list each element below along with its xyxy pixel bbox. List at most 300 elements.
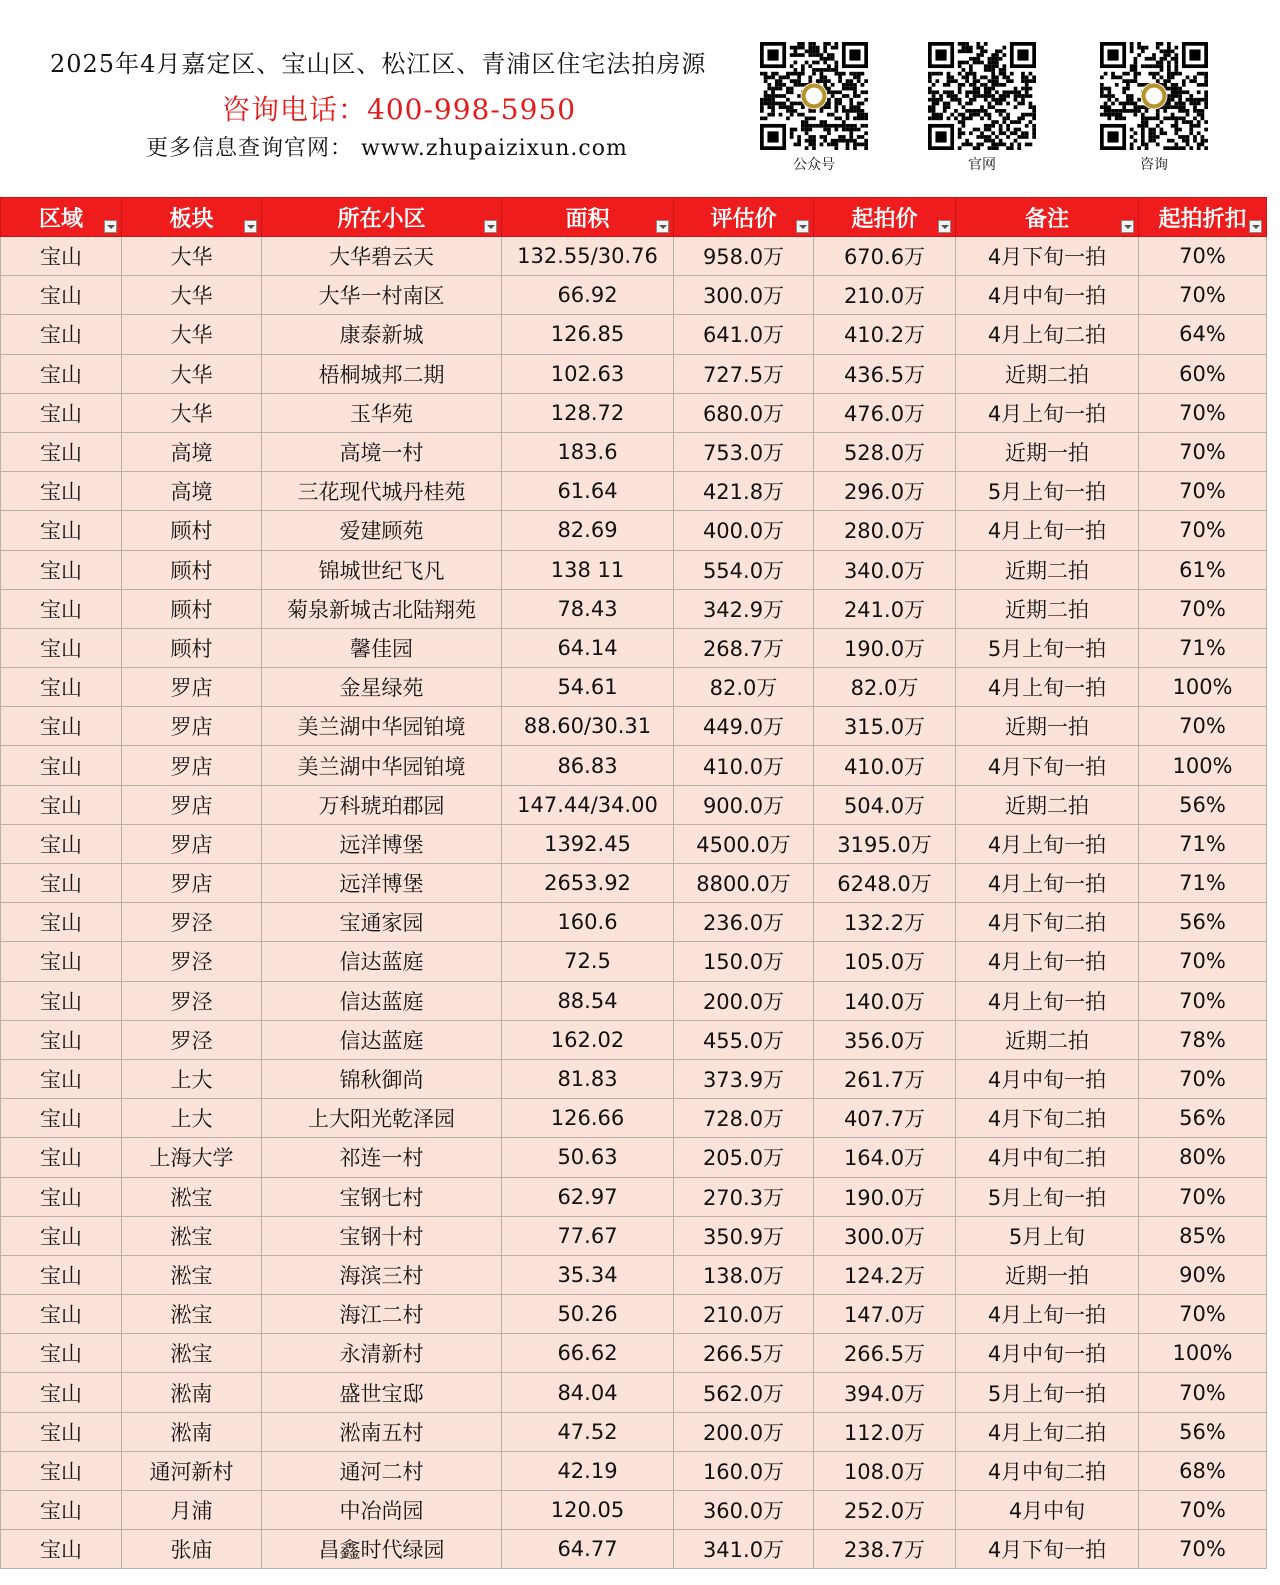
table-cell[interactable]: 86.83 bbox=[502, 746, 674, 785]
table-row[interactable] bbox=[1, 1530, 1267, 1569]
filter-dropdown-icon[interactable] bbox=[1249, 220, 1262, 233]
table-cell[interactable]: 4月上旬二拍 bbox=[956, 1412, 1139, 1451]
table-cell[interactable]: 90% bbox=[1139, 1255, 1267, 1294]
table-cell[interactable]: 70% bbox=[1139, 237, 1267, 276]
table-cell[interactable]: 56% bbox=[1139, 785, 1267, 824]
column-header[interactable]: 所在小区 bbox=[262, 198, 502, 237]
table-cell[interactable]: 宝山 bbox=[1, 1216, 122, 1255]
table-cell[interactable]: 宝山 bbox=[1, 472, 122, 511]
table-cell[interactable]: 100% bbox=[1139, 746, 1267, 785]
table-cell[interactable]: 78% bbox=[1139, 1020, 1267, 1059]
table-cell[interactable]: 62.97 bbox=[502, 1177, 674, 1216]
table-cell[interactable]: 高境 bbox=[122, 472, 262, 511]
table-cell[interactable]: 70% bbox=[1139, 1373, 1267, 1412]
table-cell[interactable]: 近期一拍 bbox=[956, 432, 1139, 471]
table-cell[interactable]: 50.26 bbox=[502, 1295, 674, 1334]
filter-dropdown-icon[interactable] bbox=[656, 220, 669, 233]
table-cell[interactable]: 300.0万 bbox=[674, 276, 814, 315]
table-cell[interactable]: 大华 bbox=[122, 315, 262, 354]
table-cell[interactable]: 宝山 bbox=[1, 589, 122, 628]
table-cell[interactable]: 5月上旬 bbox=[956, 1216, 1139, 1255]
table-cell[interactable]: 宝山 bbox=[1, 1295, 122, 1334]
table-cell[interactable]: 436.5万 bbox=[814, 354, 956, 393]
table-cell[interactable]: 宝山 bbox=[1, 1020, 122, 1059]
table-row[interactable] bbox=[1, 1295, 1267, 1334]
table-row[interactable] bbox=[1, 393, 1267, 432]
table-cell[interactable]: 宝山 bbox=[1, 1177, 122, 1216]
table-cell[interactable]: 通河新村 bbox=[122, 1451, 262, 1490]
table-cell[interactable]: 宝山 bbox=[1, 354, 122, 393]
column-header[interactable]: 板块 bbox=[122, 198, 262, 237]
table-cell[interactable]: 112.0万 bbox=[814, 1412, 956, 1451]
table-cell[interactable]: 5月上旬一拍 bbox=[956, 1177, 1139, 1216]
table-cell[interactable]: 近期二拍 bbox=[956, 589, 1139, 628]
table-cell[interactable]: 47.52 bbox=[502, 1412, 674, 1451]
table-cell[interactable]: 淞宝 bbox=[122, 1255, 262, 1294]
table-cell[interactable]: 50.63 bbox=[502, 1138, 674, 1177]
table-cell[interactable]: 356.0万 bbox=[814, 1020, 956, 1059]
filter-dropdown-icon[interactable] bbox=[1121, 220, 1134, 233]
table-cell[interactable]: 4月上旬一拍 bbox=[956, 824, 1139, 863]
table-cell[interactable]: 78.43 bbox=[502, 589, 674, 628]
table-row[interactable] bbox=[1, 1255, 1267, 1294]
table-cell[interactable]: 4月中旬二拍 bbox=[956, 1138, 1139, 1177]
table-cell[interactable]: 4月中旬一拍 bbox=[956, 1334, 1139, 1373]
table-cell[interactable]: 宝山 bbox=[1, 1255, 122, 1294]
table-cell[interactable]: 210.0万 bbox=[674, 1295, 814, 1334]
table-row[interactable] bbox=[1, 981, 1267, 1020]
table-cell[interactable]: 641.0万 bbox=[674, 315, 814, 354]
table-cell[interactable]: 70% bbox=[1139, 1177, 1267, 1216]
table-cell[interactable]: 280.0万 bbox=[814, 511, 956, 550]
table-row[interactable] bbox=[1, 550, 1267, 589]
table-cell[interactable]: 罗泾 bbox=[122, 942, 262, 981]
table-cell[interactable]: 407.7万 bbox=[814, 1099, 956, 1138]
table-cell[interactable]: 210.0万 bbox=[814, 276, 956, 315]
table-cell[interactable]: 400.0万 bbox=[674, 511, 814, 550]
table-cell[interactable]: 4月上旬一拍 bbox=[956, 981, 1139, 1020]
table-cell[interactable]: 海滨三村 bbox=[262, 1255, 502, 1294]
table-cell[interactable]: 70% bbox=[1139, 276, 1267, 315]
table-cell[interactable]: 大华一村南区 bbox=[262, 276, 502, 315]
table-cell[interactable]: 360.0万 bbox=[674, 1491, 814, 1530]
qr-wechat-official[interactable] bbox=[758, 42, 870, 174]
table-cell[interactable]: 顾村 bbox=[122, 628, 262, 667]
table-cell[interactable]: 132.55/30.76 bbox=[502, 237, 674, 276]
table-row[interactable] bbox=[1, 668, 1267, 707]
table-row[interactable] bbox=[1, 432, 1267, 471]
table-cell[interactable]: 120.05 bbox=[502, 1491, 674, 1530]
table-row[interactable] bbox=[1, 824, 1267, 863]
table-cell[interactable]: 锦秋御尚 bbox=[262, 1059, 502, 1098]
table-cell[interactable]: 66.62 bbox=[502, 1334, 674, 1373]
table-cell[interactable]: 康泰新城 bbox=[262, 315, 502, 354]
table-cell[interactable]: 4月上旬一拍 bbox=[956, 942, 1139, 981]
table-cell[interactable]: 42.19 bbox=[502, 1451, 674, 1490]
table-cell[interactable]: 81.83 bbox=[502, 1059, 674, 1098]
table-cell[interactable]: 近期二拍 bbox=[956, 550, 1139, 589]
table-cell[interactable]: 上大阳光乾泽园 bbox=[262, 1099, 502, 1138]
table-cell[interactable]: 罗店 bbox=[122, 746, 262, 785]
table-cell[interactable]: 56% bbox=[1139, 1412, 1267, 1451]
table-cell[interactable]: 中冶尚园 bbox=[262, 1491, 502, 1530]
table-cell[interactable]: 958.0万 bbox=[674, 237, 814, 276]
table-cell[interactable]: 淞南 bbox=[122, 1412, 262, 1451]
qr-website[interactable] bbox=[926, 42, 1038, 174]
table-cell[interactable]: 88.54 bbox=[502, 981, 674, 1020]
table-cell[interactable]: 421.8万 bbox=[674, 472, 814, 511]
table-cell[interactable]: 月浦 bbox=[122, 1491, 262, 1530]
table-cell[interactable]: 727.5万 bbox=[674, 354, 814, 393]
table-cell[interactable]: 近期一拍 bbox=[956, 707, 1139, 746]
table-cell[interactable]: 4月中旬一拍 bbox=[956, 276, 1139, 315]
table-cell[interactable]: 4月下旬一拍 bbox=[956, 1530, 1139, 1569]
table-cell[interactable]: 宝山 bbox=[1, 668, 122, 707]
table-row[interactable] bbox=[1, 1373, 1267, 1412]
table-cell[interactable]: 宝山 bbox=[1, 746, 122, 785]
table-cell[interactable]: 张庙 bbox=[122, 1530, 262, 1569]
table-cell[interactable]: 宝山 bbox=[1, 550, 122, 589]
table-row[interactable] bbox=[1, 864, 1267, 903]
table-row[interactable] bbox=[1, 315, 1267, 354]
table-cell[interactable]: 341.0万 bbox=[674, 1530, 814, 1569]
table-cell[interactable]: 900.0万 bbox=[674, 785, 814, 824]
table-cell[interactable]: 150.0万 bbox=[674, 942, 814, 981]
table-cell[interactable]: 4月上旬一拍 bbox=[956, 668, 1139, 707]
table-cell[interactable]: 罗泾 bbox=[122, 1020, 262, 1059]
table-cell[interactable]: 宝山 bbox=[1, 1138, 122, 1177]
table-cell[interactable]: 顾村 bbox=[122, 550, 262, 589]
table-cell[interactable]: 84.04 bbox=[502, 1373, 674, 1412]
table-row[interactable] bbox=[1, 1138, 1267, 1177]
table-cell[interactable]: 126.66 bbox=[502, 1099, 674, 1138]
table-cell[interactable]: 通河二村 bbox=[262, 1451, 502, 1490]
table-cell[interactable]: 56% bbox=[1139, 1099, 1267, 1138]
table-row[interactable] bbox=[1, 1334, 1267, 1373]
table-cell[interactable]: 183.6 bbox=[502, 432, 674, 471]
table-cell[interactable]: 大华 bbox=[122, 354, 262, 393]
table-cell[interactable]: 102.63 bbox=[502, 354, 674, 393]
table-cell[interactable]: 宝山 bbox=[1, 1059, 122, 1098]
table-cell[interactable]: 138 11 bbox=[502, 550, 674, 589]
table-cell[interactable]: 近期二拍 bbox=[956, 354, 1139, 393]
table-cell[interactable]: 2653.92 bbox=[502, 864, 674, 903]
table-cell[interactable]: 266.5万 bbox=[674, 1334, 814, 1373]
table-cell[interactable]: 70% bbox=[1139, 589, 1267, 628]
table-cell[interactable]: 远洋博堡 bbox=[262, 864, 502, 903]
table-cell[interactable]: 大华 bbox=[122, 393, 262, 432]
table-cell[interactable]: 70% bbox=[1139, 1530, 1267, 1569]
table-cell[interactable]: 205.0万 bbox=[674, 1138, 814, 1177]
table-cell[interactable]: 72.5 bbox=[502, 942, 674, 981]
table-cell[interactable]: 56% bbox=[1139, 903, 1267, 942]
table-cell[interactable]: 82.0万 bbox=[674, 668, 814, 707]
table-cell[interactable]: 淞宝 bbox=[122, 1295, 262, 1334]
table-cell[interactable]: 82.69 bbox=[502, 511, 674, 550]
table-cell[interactable]: 66.92 bbox=[502, 276, 674, 315]
table-cell[interactable]: 宝山 bbox=[1, 981, 122, 1020]
table-row[interactable] bbox=[1, 1412, 1267, 1451]
table-row[interactable] bbox=[1, 1059, 1267, 1098]
table-cell[interactable]: 宝钢七村 bbox=[262, 1177, 502, 1216]
table-cell[interactable]: 100% bbox=[1139, 1334, 1267, 1373]
table-cell[interactable]: 449.0万 bbox=[674, 707, 814, 746]
table-cell[interactable]: 70% bbox=[1139, 511, 1267, 550]
table-cell[interactable]: 70% bbox=[1139, 1059, 1267, 1098]
table-cell[interactable]: 410.2万 bbox=[814, 315, 956, 354]
table-cell[interactable]: 顾村 bbox=[122, 511, 262, 550]
table-cell[interactable]: 340.0万 bbox=[814, 550, 956, 589]
table-cell[interactable]: 宝山 bbox=[1, 824, 122, 863]
table-cell[interactable]: 宝山 bbox=[1, 1334, 122, 1373]
table-cell[interactable]: 85% bbox=[1139, 1216, 1267, 1255]
table-row[interactable] bbox=[1, 1216, 1267, 1255]
table-cell[interactable]: 252.0万 bbox=[814, 1491, 956, 1530]
table-cell[interactable]: 4月上旬一拍 bbox=[956, 393, 1139, 432]
table-cell[interactable]: 70% bbox=[1139, 432, 1267, 471]
table-cell[interactable]: 268.7万 bbox=[674, 628, 814, 667]
table-cell[interactable]: 宝山 bbox=[1, 785, 122, 824]
table-cell[interactable]: 680.0万 bbox=[674, 393, 814, 432]
table-cell[interactable]: 4月上旬一拍 bbox=[956, 511, 1139, 550]
table-cell[interactable]: 410.0万 bbox=[674, 746, 814, 785]
table-cell[interactable]: 5月上旬一拍 bbox=[956, 628, 1139, 667]
table-row[interactable] bbox=[1, 1177, 1267, 1216]
table-cell[interactable]: 上大 bbox=[122, 1099, 262, 1138]
table-cell[interactable]: 88.60/30.31 bbox=[502, 707, 674, 746]
filter-dropdown-icon[interactable] bbox=[484, 220, 497, 233]
table-cell[interactable]: 138.0万 bbox=[674, 1255, 814, 1294]
table-cell[interactable]: 昌鑫时代绿园 bbox=[262, 1530, 502, 1569]
table-row[interactable] bbox=[1, 903, 1267, 942]
column-header[interactable]: 区域 bbox=[1, 198, 122, 237]
table-cell[interactable]: 信达蓝庭 bbox=[262, 1020, 502, 1059]
table-cell[interactable]: 宝山 bbox=[1, 1491, 122, 1530]
table-cell[interactable]: 554.0万 bbox=[674, 550, 814, 589]
table-cell[interactable]: 1392.45 bbox=[502, 824, 674, 863]
table-cell[interactable]: 宝山 bbox=[1, 393, 122, 432]
table-row[interactable] bbox=[1, 511, 1267, 550]
table-cell[interactable]: 190.0万 bbox=[814, 1177, 956, 1216]
table-cell[interactable]: 大华 bbox=[122, 276, 262, 315]
table-cell[interactable]: 淞南 bbox=[122, 1373, 262, 1412]
table-cell[interactable]: 190.0万 bbox=[814, 628, 956, 667]
table-cell[interactable]: 147.0万 bbox=[814, 1295, 956, 1334]
table-cell[interactable]: 玉华苑 bbox=[262, 393, 502, 432]
table-cell[interactable]: 信达蓝庭 bbox=[262, 942, 502, 981]
table-cell[interactable]: 海江二村 bbox=[262, 1295, 502, 1334]
table-cell[interactable]: 宝山 bbox=[1, 1412, 122, 1451]
table-cell[interactable]: 4500.0万 bbox=[674, 824, 814, 863]
table-cell[interactable]: 342.9万 bbox=[674, 589, 814, 628]
table-cell[interactable]: 近期二拍 bbox=[956, 1020, 1139, 1059]
table-cell[interactable]: 70% bbox=[1139, 707, 1267, 746]
table-cell[interactable]: 70% bbox=[1139, 1491, 1267, 1530]
table-cell[interactable]: 梧桐城邦二期 bbox=[262, 354, 502, 393]
table-cell[interactable]: 236.0万 bbox=[674, 903, 814, 942]
table-cell[interactable]: 54.61 bbox=[502, 668, 674, 707]
table-cell[interactable]: 162.02 bbox=[502, 1020, 674, 1059]
table-cell[interactable]: 金星绿苑 bbox=[262, 668, 502, 707]
table-cell[interactable]: 宝山 bbox=[1, 1530, 122, 1569]
table-cell[interactable]: 410.0万 bbox=[814, 746, 956, 785]
table-cell[interactable]: 美兰湖中华园铂境 bbox=[262, 707, 502, 746]
table-cell[interactable]: 70% bbox=[1139, 1295, 1267, 1334]
table-row[interactable] bbox=[1, 589, 1267, 628]
table-cell[interactable]: 宝山 bbox=[1, 432, 122, 471]
table-row[interactable] bbox=[1, 785, 1267, 824]
table-cell[interactable]: 信达蓝庭 bbox=[262, 981, 502, 1020]
table-cell[interactable]: 238.7万 bbox=[814, 1530, 956, 1569]
table-cell[interactable]: 罗店 bbox=[122, 824, 262, 863]
table-cell[interactable]: 124.2万 bbox=[814, 1255, 956, 1294]
table-row[interactable] bbox=[1, 1451, 1267, 1490]
table-cell[interactable]: 296.0万 bbox=[814, 472, 956, 511]
table-cell[interactable]: 126.85 bbox=[502, 315, 674, 354]
table-cell[interactable]: 近期一拍 bbox=[956, 1255, 1139, 1294]
table-cell[interactable]: 562.0万 bbox=[674, 1373, 814, 1412]
table-cell[interactable]: 61.64 bbox=[502, 472, 674, 511]
table-cell[interactable]: 100% bbox=[1139, 668, 1267, 707]
table-cell[interactable]: 147.44/34.00 bbox=[502, 785, 674, 824]
column-header[interactable]: 备注 bbox=[956, 198, 1139, 237]
table-cell[interactable]: 8800.0万 bbox=[674, 864, 814, 903]
table-cell[interactable]: 670.6万 bbox=[814, 237, 956, 276]
table-row[interactable] bbox=[1, 237, 1267, 276]
table-cell[interactable]: 64.14 bbox=[502, 628, 674, 667]
table-cell[interactable]: 大华碧云天 bbox=[262, 237, 502, 276]
table-cell[interactable]: 4月上旬一拍 bbox=[956, 1295, 1139, 1334]
table-cell[interactable]: 淞南五村 bbox=[262, 1412, 502, 1451]
table-cell[interactable]: 68% bbox=[1139, 1451, 1267, 1490]
table-cell[interactable]: 476.0万 bbox=[814, 393, 956, 432]
table-cell[interactable]: 宝山 bbox=[1, 1099, 122, 1138]
table-row[interactable] bbox=[1, 1099, 1267, 1138]
table-cell[interactable]: 4月上旬二拍 bbox=[956, 315, 1139, 354]
table-cell[interactable]: 宝山 bbox=[1, 315, 122, 354]
table-cell[interactable]: 宝山 bbox=[1, 942, 122, 981]
column-header[interactable]: 评估价 bbox=[674, 198, 814, 237]
table-row[interactable] bbox=[1, 1020, 1267, 1059]
table-cell[interactable]: 70% bbox=[1139, 942, 1267, 981]
table-cell[interactable]: 三花现代城丹桂苑 bbox=[262, 472, 502, 511]
table-cell[interactable]: 270.3万 bbox=[674, 1177, 814, 1216]
table-cell[interactable]: 61% bbox=[1139, 550, 1267, 589]
table-cell[interactable]: 753.0万 bbox=[674, 432, 814, 471]
column-header[interactable]: 起拍折扣 bbox=[1139, 198, 1267, 237]
table-cell[interactable]: 盛世宝邸 bbox=[262, 1373, 502, 1412]
table-cell[interactable]: 394.0万 bbox=[814, 1373, 956, 1412]
table-cell[interactable]: 宝山 bbox=[1, 903, 122, 942]
table-cell[interactable]: 3195.0万 bbox=[814, 824, 956, 863]
table-cell[interactable]: 200.0万 bbox=[674, 981, 814, 1020]
table-cell[interactable]: 淞宝 bbox=[122, 1334, 262, 1373]
table-cell[interactable]: 宝山 bbox=[1, 237, 122, 276]
table-cell[interactable]: 馨佳园 bbox=[262, 628, 502, 667]
table-cell[interactable]: 罗店 bbox=[122, 864, 262, 903]
table-cell[interactable]: 373.9万 bbox=[674, 1059, 814, 1098]
table-cell[interactable]: 77.67 bbox=[502, 1216, 674, 1255]
table-cell[interactable]: 70% bbox=[1139, 393, 1267, 432]
column-header[interactable]: 起拍价 bbox=[814, 198, 956, 237]
table-cell[interactable]: 宝山 bbox=[1, 707, 122, 746]
table-cell[interactable]: 108.0万 bbox=[814, 1451, 956, 1490]
table-cell[interactable]: 5月上旬一拍 bbox=[956, 1373, 1139, 1412]
filter-dropdown-icon[interactable] bbox=[104, 220, 117, 233]
table-cell[interactable]: 罗店 bbox=[122, 707, 262, 746]
table-cell[interactable]: 宝山 bbox=[1, 1451, 122, 1490]
table-cell[interactable]: 祁连一村 bbox=[262, 1138, 502, 1177]
table-cell[interactable]: 罗店 bbox=[122, 785, 262, 824]
table-cell[interactable]: 105.0万 bbox=[814, 942, 956, 981]
table-cell[interactable]: 永清新村 bbox=[262, 1334, 502, 1373]
table-cell[interactable]: 菊泉新城古北陆翔苑 bbox=[262, 589, 502, 628]
table-cell[interactable]: 455.0万 bbox=[674, 1020, 814, 1059]
table-cell[interactable]: 128.72 bbox=[502, 393, 674, 432]
qr-consult[interactable] bbox=[1098, 42, 1210, 174]
table-cell[interactable]: 宝山 bbox=[1, 511, 122, 550]
table-cell[interactable]: 70% bbox=[1139, 472, 1267, 511]
table-cell[interactable]: 高境一村 bbox=[262, 432, 502, 471]
table-cell[interactable]: 60% bbox=[1139, 354, 1267, 393]
table-cell[interactable]: 71% bbox=[1139, 864, 1267, 903]
table-cell[interactable]: 4月下旬一拍 bbox=[956, 746, 1139, 785]
table-cell[interactable]: 宝钢十村 bbox=[262, 1216, 502, 1255]
table-cell[interactable]: 宝通家园 bbox=[262, 903, 502, 942]
table-cell[interactable]: 80% bbox=[1139, 1138, 1267, 1177]
table-cell[interactable]: 淞宝 bbox=[122, 1177, 262, 1216]
table-cell[interactable]: 140.0万 bbox=[814, 981, 956, 1020]
table-cell[interactable]: 160.0万 bbox=[674, 1451, 814, 1490]
table-cell[interactable]: 美兰湖中华园铂境 bbox=[262, 746, 502, 785]
table-cell[interactable]: 71% bbox=[1139, 824, 1267, 863]
table-cell[interactable]: 64.77 bbox=[502, 1530, 674, 1569]
filter-dropdown-icon[interactable] bbox=[938, 220, 951, 233]
table-cell[interactable]: 上海大学 bbox=[122, 1138, 262, 1177]
table-cell[interactable]: 241.0万 bbox=[814, 589, 956, 628]
table-cell[interactable]: 70% bbox=[1139, 981, 1267, 1020]
table-cell[interactable]: 爱建顾苑 bbox=[262, 511, 502, 550]
table-cell[interactable]: 728.0万 bbox=[674, 1099, 814, 1138]
table-cell[interactable]: 261.7万 bbox=[814, 1059, 956, 1098]
filter-dropdown-icon[interactable] bbox=[244, 220, 257, 233]
table-cell[interactable]: 4月中旬一拍 bbox=[956, 1059, 1139, 1098]
table-cell[interactable]: 罗泾 bbox=[122, 903, 262, 942]
table-cell[interactable]: 宝山 bbox=[1, 1373, 122, 1412]
table-cell[interactable]: 160.6 bbox=[502, 903, 674, 942]
column-header[interactable]: 面积 bbox=[502, 198, 674, 237]
table-cell[interactable]: 350.9万 bbox=[674, 1216, 814, 1255]
table-cell[interactable]: 宝山 bbox=[1, 628, 122, 667]
table-cell[interactable]: 万科琥珀郡园 bbox=[262, 785, 502, 824]
table-cell[interactable]: 4月中旬二拍 bbox=[956, 1451, 1139, 1490]
table-cell[interactable]: 64% bbox=[1139, 315, 1267, 354]
table-cell[interactable]: 宝山 bbox=[1, 864, 122, 903]
table-cell[interactable]: 宝山 bbox=[1, 276, 122, 315]
table-cell[interactable]: 4月下旬二拍 bbox=[956, 1099, 1139, 1138]
table-cell[interactable]: 6248.0万 bbox=[814, 864, 956, 903]
table-row[interactable] bbox=[1, 1491, 1267, 1530]
table-row[interactable] bbox=[1, 354, 1267, 393]
table-row[interactable] bbox=[1, 942, 1267, 981]
table-row[interactable] bbox=[1, 628, 1267, 667]
table-cell[interactable]: 132.2万 bbox=[814, 903, 956, 942]
table-cell[interactable]: 罗泾 bbox=[122, 981, 262, 1020]
table-cell[interactable]: 4月上旬一拍 bbox=[956, 864, 1139, 903]
table-cell[interactable]: 528.0万 bbox=[814, 432, 956, 471]
table-row[interactable] bbox=[1, 707, 1267, 746]
filter-dropdown-icon[interactable] bbox=[796, 220, 809, 233]
